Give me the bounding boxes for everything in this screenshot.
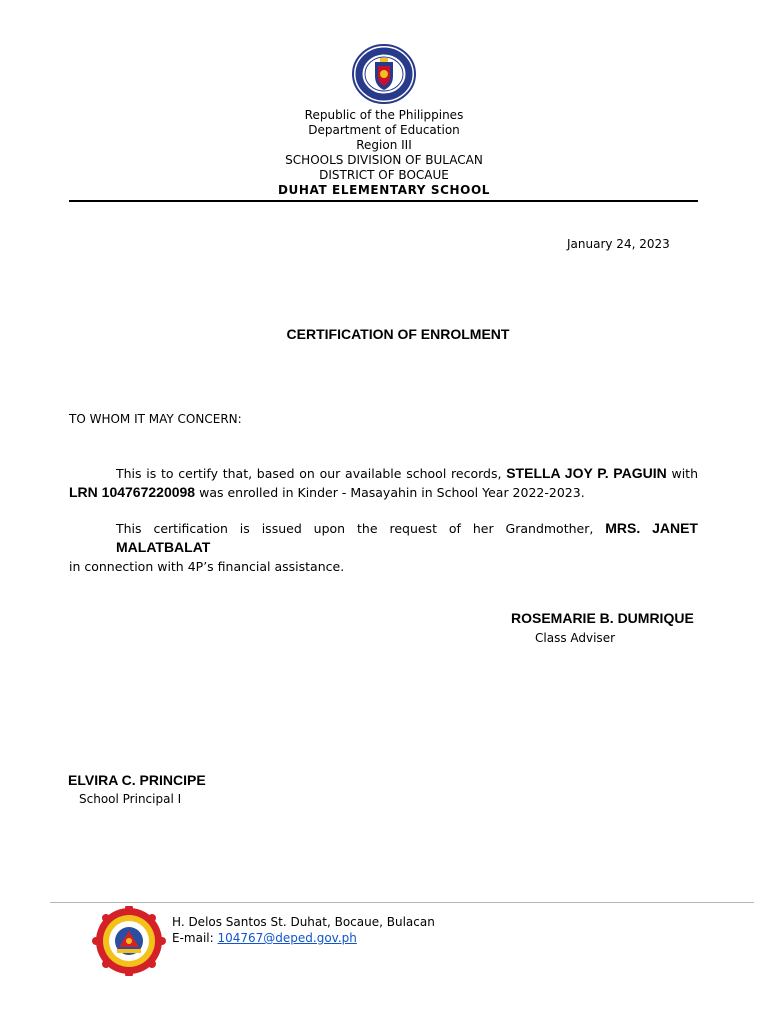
footer-email-label: E-mail: [172,931,218,945]
footer-email-link[interactable]: 104767@deped.gov.ph [217,931,357,945]
paragraph-enrolment [69,464,698,502]
student-lrn: LRN 104767220098 [69,484,196,500]
salutation: TO WHOM IT MAY CONCERN: [69,412,242,426]
header-school: DUHAT ELEMENTARY SCHOOL [277,183,491,197]
adviser-name: ROSEMARIE B. DUMRIQUE [511,610,694,626]
paragraph-request-line1 [69,519,698,557]
footer-rule [50,902,754,903]
p1-post: with [671,466,698,481]
header-department: Department of Education [308,123,460,137]
principal-role: School Principal I [79,792,182,806]
p2-pre: This certification is issued upon the request of her Grandmother, [116,521,594,536]
paragraph-enrolment-line1 [69,464,698,483]
adviser-role: Class Adviser [535,631,616,645]
student-name: STELLA JOY P. PAGUIN [506,465,667,481]
footer-email-line [172,931,357,945]
footer-address: H. Delos Santos St. Duhat, Bocaue, Bulacan [172,915,435,929]
letter-date: January 24, 2023 [567,237,670,251]
header-division: SCHOOLS DIVISION OF BULACAN [285,153,483,167]
header-district: DISTRICT OF BOCAUE [319,168,449,182]
paragraph-enrolment-line2 [69,483,698,502]
header-rule [69,200,698,202]
header-republic: Republic of the Philippines [304,108,464,122]
deped-seal [352,44,416,104]
p1-rest: was enrolled in Kinder - Masayahin in School Year 2022-2023. [199,485,585,500]
p1-pre: This is to certify that, based on our available school records, [116,466,502,481]
paragraph-request [69,519,698,576]
p2-rest: in connection with 4P’s financial assistance. [69,559,345,574]
header-region: Region III [356,138,412,152]
requester-name: MRS. JANET MALATBALAT [116,520,698,555]
principal-name: ELVIRA C. PRINCIPE [68,772,206,788]
school-seal [89,906,169,976]
document-title: CERTIFICATION OF ENROLMENT [286,326,510,342]
